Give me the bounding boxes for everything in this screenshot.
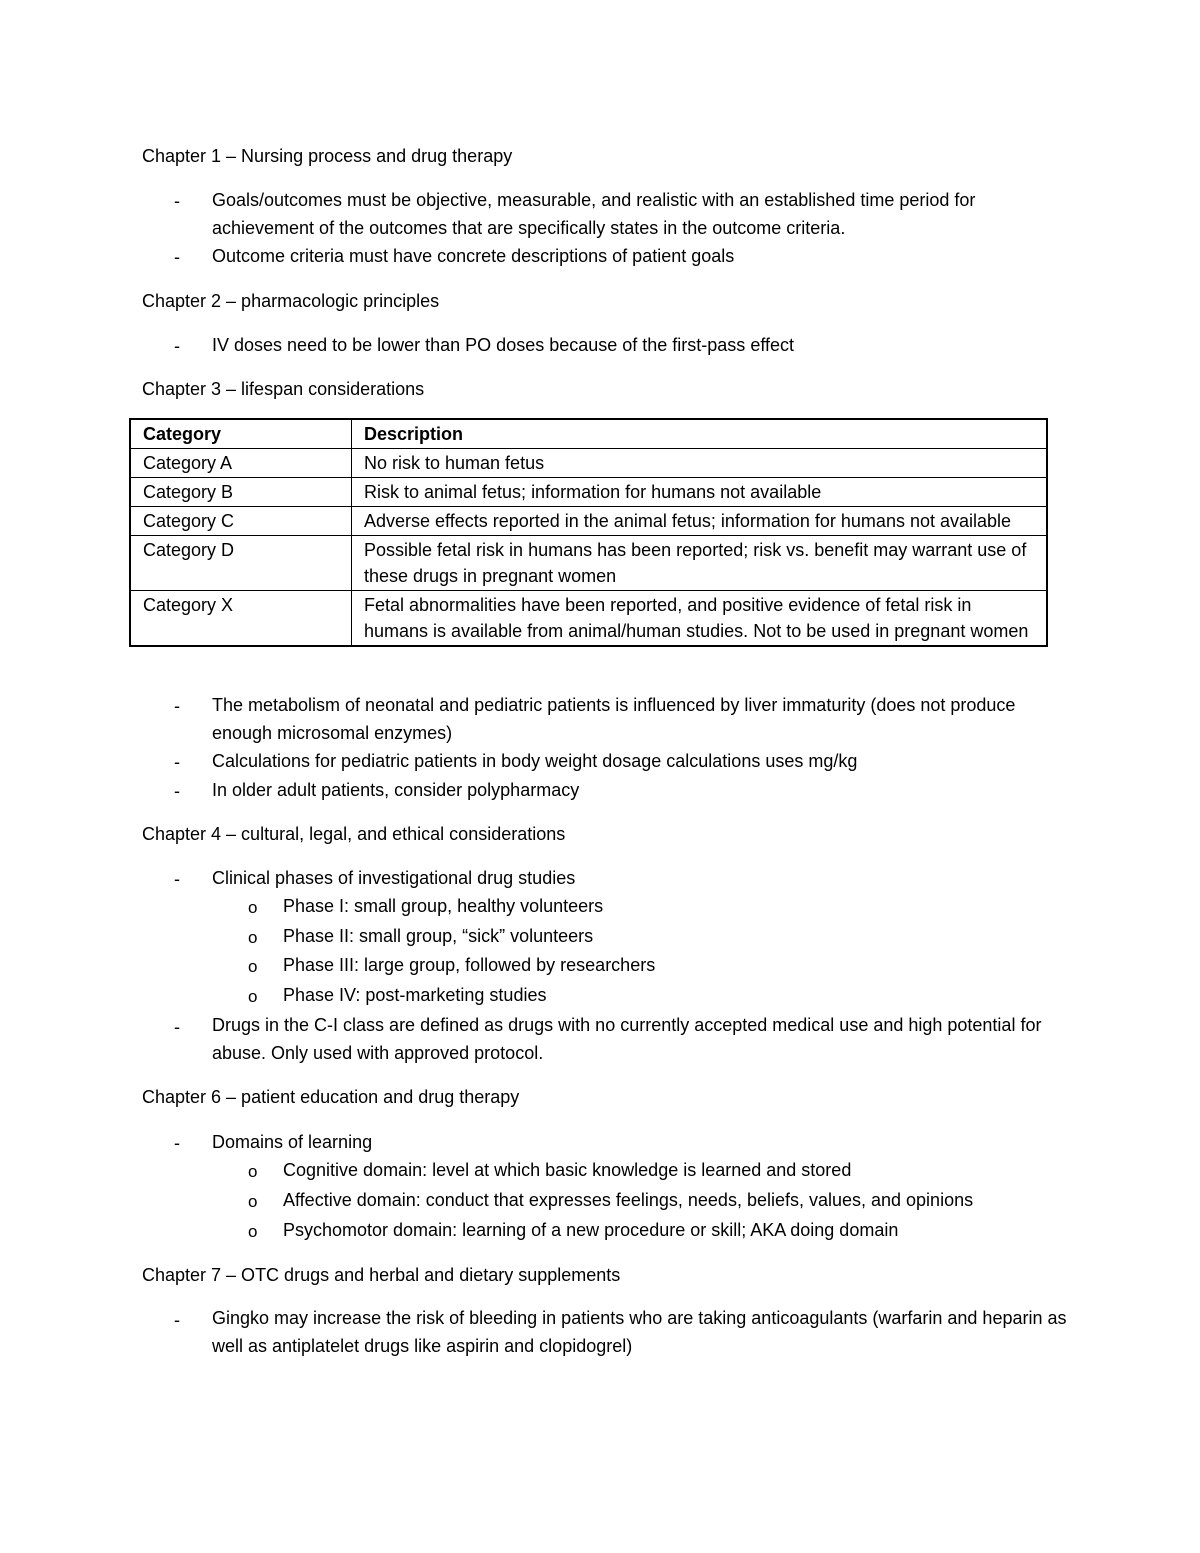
- chapter-7-heading: Chapter 7 – OTC drugs and herbal and dietary supplements: [142, 1265, 621, 1285]
- table-cell: No risk to human fetus: [352, 449, 1048, 478]
- chapter-3-heading: Chapter 3 – lifespan considerations: [142, 379, 425, 399]
- ch3-bullet-2: Calculations for pediatric patients in body weight dosage calculations uses mg/kg: [212, 751, 858, 771]
- ch2-bullet-1: IV doses need to be lower than PO doses because of the first-pass effect: [212, 335, 795, 355]
- table-cell: Category C: [130, 507, 352, 536]
- bullet-dash: -: [174, 1310, 180, 1330]
- table-header-cell: Description: [352, 419, 1048, 449]
- table-row: [130, 478, 1047, 507]
- ch1-bullet-2: Outcome criteria must have concrete descriptions of patient goals: [212, 246, 735, 266]
- sub-bullet-circle: o: [248, 1162, 258, 1181]
- bullet-dash: -: [174, 247, 180, 267]
- bullet-dash: -: [174, 752, 180, 772]
- chapter-4-heading: Chapter 4 – cultural, legal, and ethical considerations: [142, 824, 566, 844]
- table-cell: Category D: [130, 536, 352, 591]
- ch3-bullet-1: The metabolism of neonatal and pediatric patients is influenced by liver immaturity (does not produce enough microsomal enzymes): [212, 695, 1016, 743]
- bullet-dash: -: [174, 781, 180, 801]
- bullet-dash: -: [174, 1133, 180, 1153]
- table-cell: Category A: [130, 449, 352, 478]
- ch3-bullet-3: In older adult patients, consider polypharmacy: [212, 780, 580, 800]
- table-row: [130, 591, 1047, 647]
- table-cell: Risk to animal fetus; information for humans not available: [352, 478, 1048, 507]
- table-header-row: [130, 419, 1047, 449]
- phase-item: Phase III: large group, followed by researchers: [283, 955, 656, 975]
- pregnancy-category-table: [129, 418, 1048, 647]
- phase-item: Phase I: small group, healthy volunteers: [283, 896, 604, 916]
- table-cell: Category X: [130, 591, 352, 647]
- domain-item: Affective domain: conduct that expresses feelings, needs, beliefs, values, and opinions: [283, 1190, 974, 1210]
- ch1-bullet-1: Goals/outcomes must be objective, measurable, and realistic with an established time period for achievement of the outcomes that are specifically states in the outcome criteria.: [212, 190, 976, 238]
- sub-bullet-circle: o: [248, 928, 258, 947]
- ch6-bullet-1: Domains of learning: [212, 1132, 373, 1152]
- table-row: [130, 507, 1047, 536]
- bullet-dash: -: [174, 1017, 180, 1037]
- sub-bullet-circle: o: [248, 898, 258, 917]
- table-cell: Category B: [130, 478, 352, 507]
- bullet-dash: -: [174, 696, 180, 716]
- phase-item: Phase IV: post-marketing studies: [283, 985, 547, 1005]
- ch4-bullet-1: Clinical phases of investigational drug studies: [212, 868, 576, 888]
- bullet-dash: -: [174, 869, 180, 889]
- sub-bullet-circle: o: [248, 957, 258, 976]
- table-cell: Possible fetal risk in humans has been reported; risk vs. benefit may warrant use of these drugs in pregnant women: [352, 536, 1048, 591]
- table-cell: Adverse effects reported in the animal fetus; information for humans not available: [352, 507, 1048, 536]
- domain-item: Cognitive domain: level at which basic knowledge is learned and stored: [283, 1160, 852, 1180]
- table-row: [130, 449, 1047, 478]
- ch4-bullet-2: Drugs in the C-I class are defined as drugs with no currently accepted medical use and high potential for abuse. Only used with approved protocol.: [212, 1015, 1042, 1063]
- bullet-dash: -: [174, 336, 180, 356]
- chapter-6-heading: Chapter 6 – patient education and drug therapy: [142, 1087, 520, 1107]
- table-header-cell: Category: [130, 419, 352, 449]
- ch7-bullet-1: Gingko may increase the risk of bleeding in patients who are taking anticoagulants (warfarin and heparin as well as antiplatelet drugs like aspirin and clopidogrel): [212, 1308, 1067, 1356]
- sub-bullet-circle: o: [248, 987, 258, 1006]
- bullet-dash: -: [174, 191, 180, 211]
- chapter-1-heading: Chapter 1 – Nursing process and drug therapy: [142, 146, 513, 166]
- chapter-2-heading: Chapter 2 – pharmacologic principles: [142, 291, 440, 311]
- phase-item: Phase II: small group, “sick” volunteers: [283, 926, 594, 946]
- table-cell: Fetal abnormalities have been reported, and positive evidence of fetal risk in humans is available from animal/human studies. Not to be used in pregnant women: [352, 591, 1048, 647]
- sub-bullet-circle: o: [248, 1222, 258, 1241]
- domain-item: Psychomotor domain: learning of a new procedure or skill; AKA doing domain: [283, 1220, 899, 1240]
- sub-bullet-circle: o: [248, 1192, 258, 1211]
- table-row: [130, 536, 1047, 591]
